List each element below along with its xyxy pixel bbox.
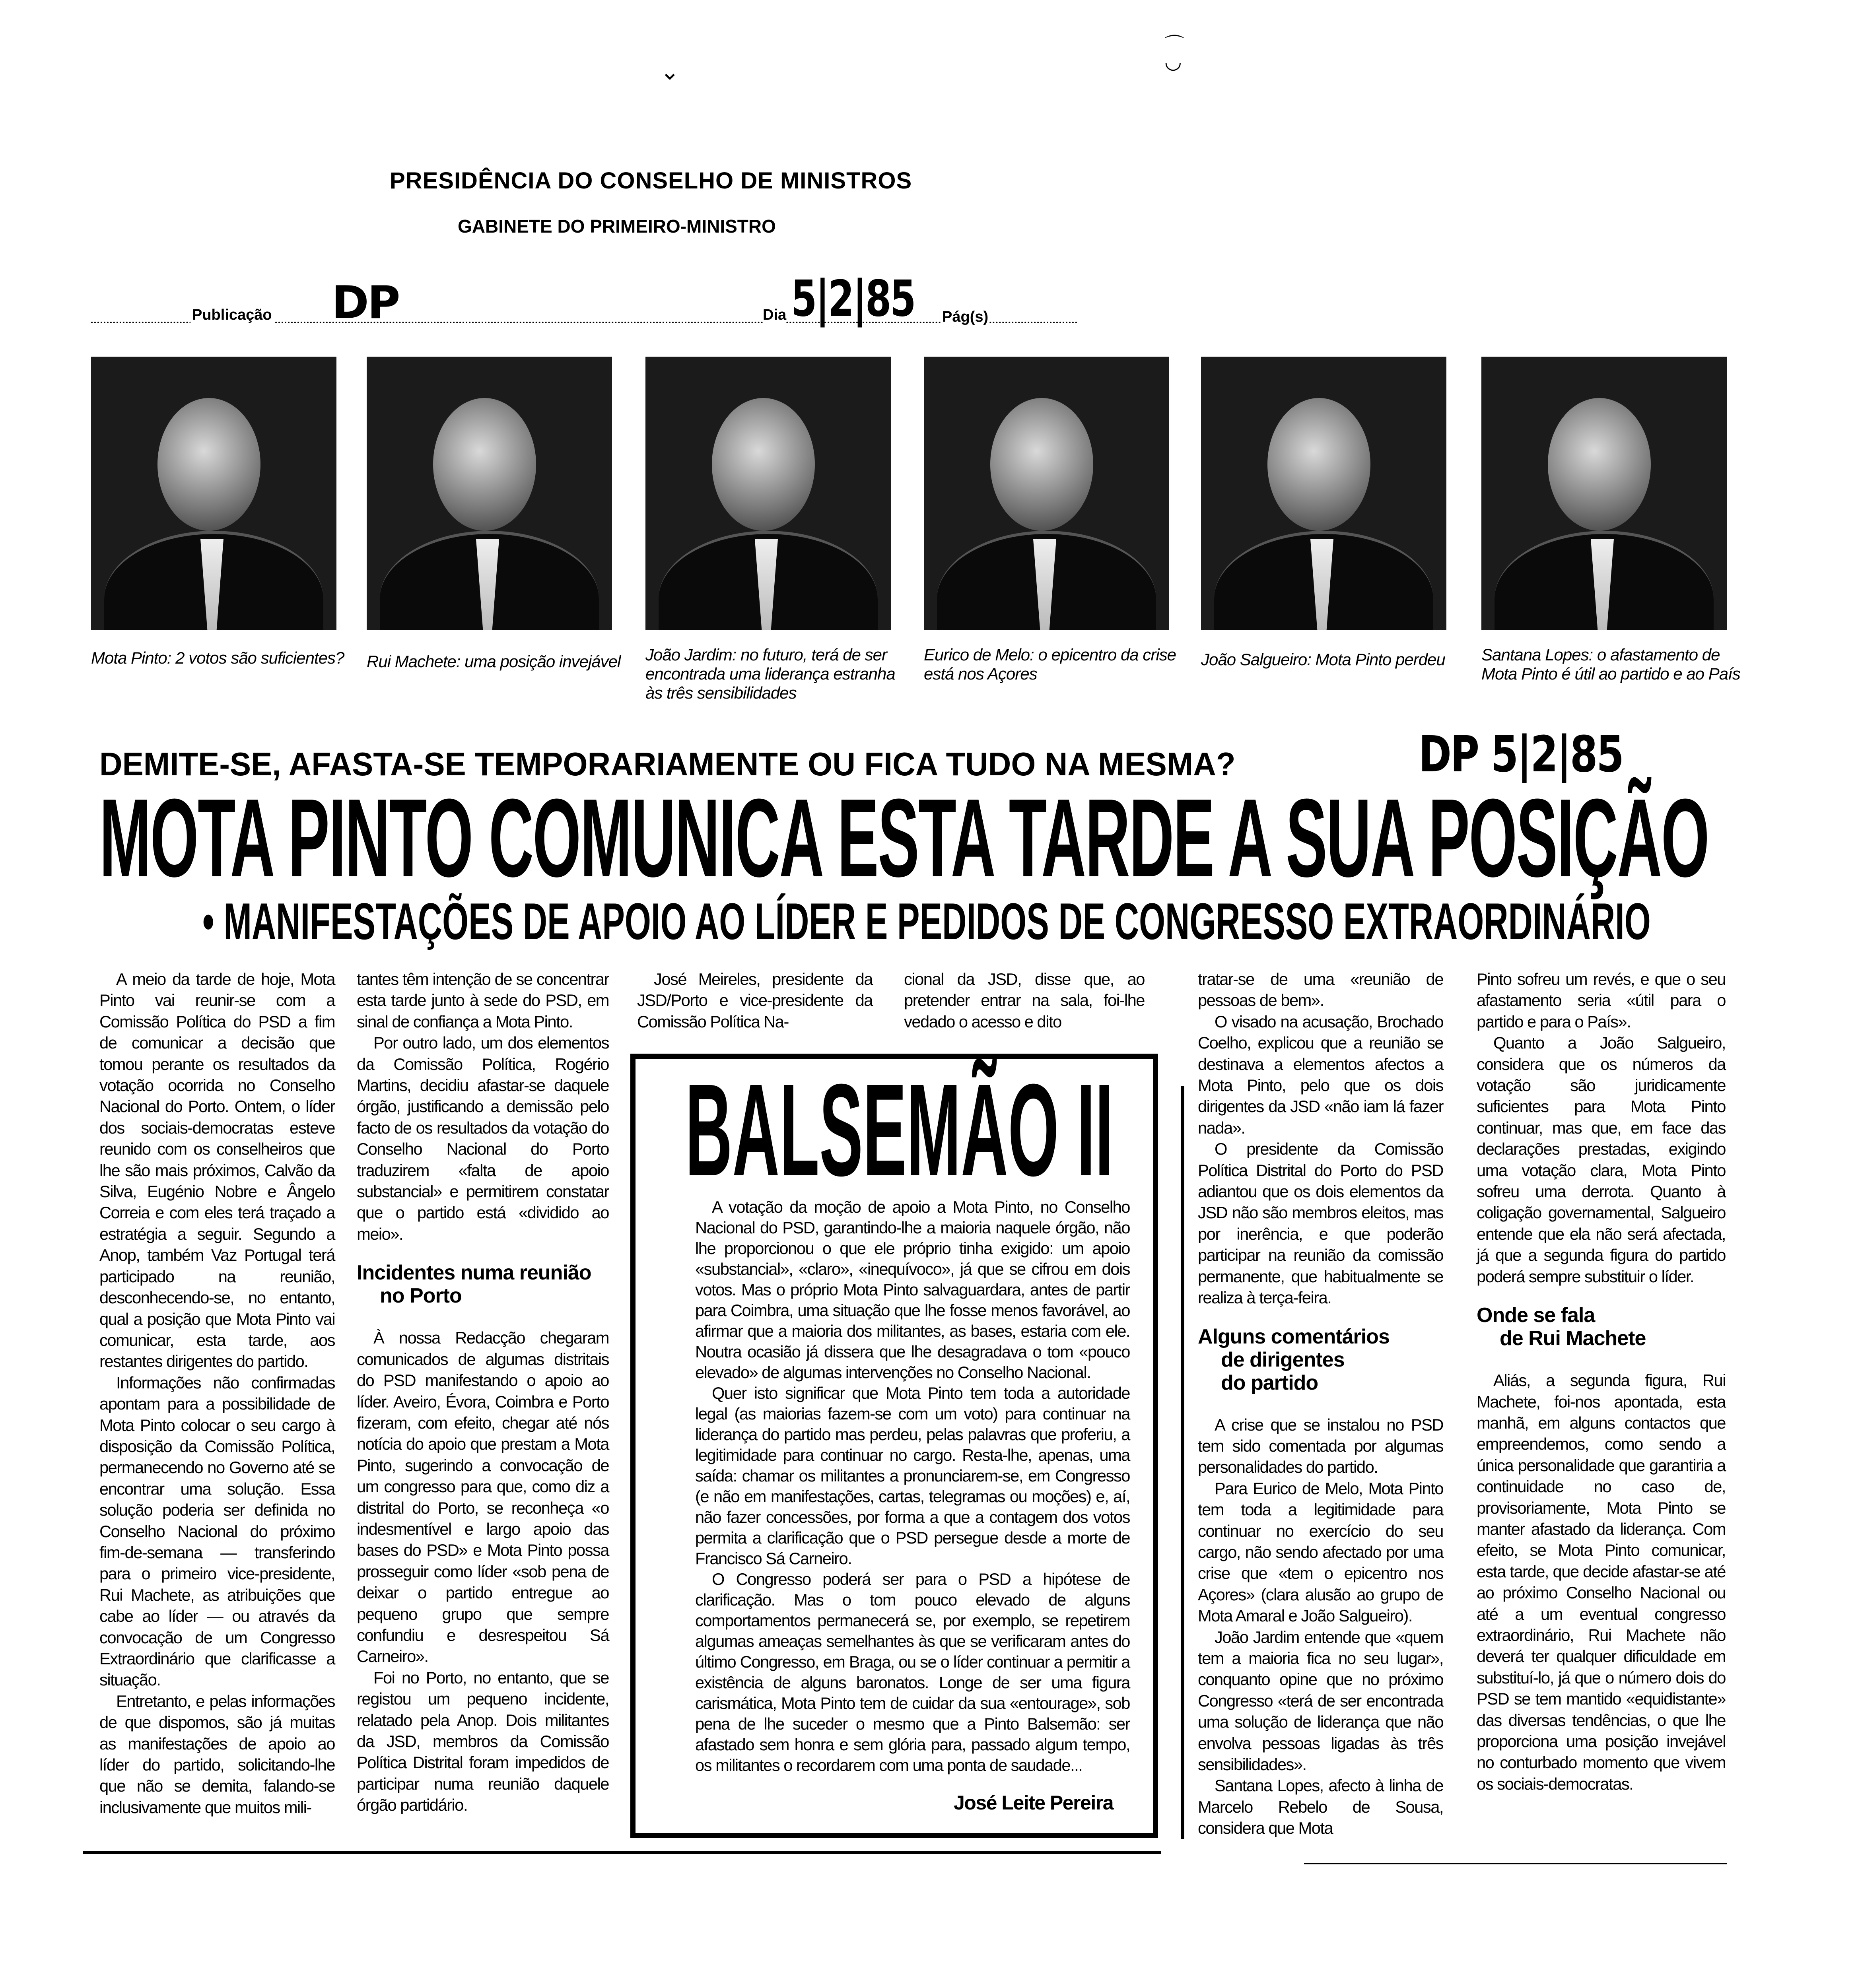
paragraph: A meio da tarde de hoje, Mota Pinto vai reunir-se com a Comissão Política do PSD a fim de comunicar a decisão que tomou perante os resultados da votação ocorrida no Conselho Nacional do Porto. Ontem, o líder dos sociais-democratas esteve reunido com os conselheiros que lhe são mais próximos, Calvão da Silva, Eugénio Nobre e Ângelo Correia e com eles terá traçado a estratégia a seguir. Segundo a Anop, também Vaz Portugal terá participado na reunião, desconhecendo-se, no entanto, qual a posição que Mota Pinto vai comunicar, esta tarde, aos restantes dirigentes do partido. [99,970,335,1371]
photo-caption: João Jardim: no futuro, terá de ser encontrada uma liderança estranha às três sensibilidades [645,645,895,702]
paragraph: O visado na acusação, Brochado Coelho, explicou que a reunião se destinava a elementos afectos a Mota Pinto, pelo que os dois dirigentes da JSD «não iam lá fazer nada». [1198,1012,1443,1137]
paragraph: Por outro lado, um dos elementos da Comissão Política, Rogério Martins, decidiu afastar-se daquele órgão, justificando a demissão pelo facto de os resultados da votação do Conselho Nacional do Porto traduzirem «falta de apoio substancial» e permitirem constatar que o partido está «dividido ao meio». [357,1033,609,1243]
paragraph: A votação da moção de apoio a Mota Pinto, no Conselho Nacional do PSD, garantindo-lhe a maioria naquele órgão, não lhe proporcionou o que ele próprio tinha exigido: um apoio «substancial», «claro», «inequívoco», já que se cifrou em dois votos. Mas o próprio Mota Pinto salvaguardara, antes de partir para Coimbra, uma situação que lhe fosse menos favorável, ao afirmar que a maioria dos militantes, as bases, estaria com ele. Noutra ocasião já dissera que lhe desagradava o tom «pouco elevado» de algumas intervenções no Conselho Nacional. [695,1198,1130,1382]
photo-santana-lopes [1481,357,1727,630]
pages-label: Pág(s) [942,309,989,325]
publication-handwritten: DP [332,276,399,329]
section-heading: Incidentes numa reunião no Porto [357,1261,591,1308]
section-heading: Onde se fala de Rui Machete [1477,1304,1646,1350]
box-title: BALSEMÃO II [685,1056,1114,1203]
paragraph: Foi no Porto, no entanto, que se registou um pequeno incidente, relatado pela Anop. Dois militantes da JSD, membros da Comissão Política Distrital foram impedidos de participar numa reunião daquele órgão partidário. [357,1668,609,1815]
ministry-header: PRESIDÊNCIA DO CONSELHO DE MINISTROS [390,168,912,194]
photo-caption: Santana Lopes: o afastamento de Mota Pinto é útil ao partido e ao País [1481,645,1740,683]
bottom-rule [1304,1863,1727,1864]
kicker: DEMITE-SE, AFASTA-SE TEMPORARIAMENTE OU FICA TUDO NA MESMA? [99,746,1236,782]
photo-caption: João Salgueiro: Mota Pinto perdeu [1201,650,1445,669]
photo-mota-pinto [91,357,336,630]
photo-rui-machete [367,357,612,630]
paragraph: cional da JSD, disse que, ao pretender entrar na sala, foi-lhe vedado o acesso e dito [904,970,1145,1031]
box-body [695,1197,1130,1813]
article-column-6 [1477,969,1726,1794]
day-handwritten: 5|2|85 [791,270,915,328]
article-column-2 [357,969,609,1816]
paragraph: Santana Lopes, afecto à linha de Marcelo Rebelo de Sousa, considera que Mota [1198,1776,1443,1838]
article-column-4 [904,969,1145,1032]
article-column-3 [637,969,873,1032]
paragraph: Pinto sofreu um revés, e que o seu afastamento seria «útil para o partido e para o País». [1477,970,1726,1031]
sidebar-box-balsemao [630,1054,1158,1838]
column-divider [1181,1086,1184,1839]
paragraph: tratar-se de uma «reunião de pessoas de bem». [1198,970,1443,1010]
paragraph: Quer isto significar que Mota Pinto tem toda a autoridade legal (as maiorias fazem-se com um voto) para continuar na liderança do partido mas perdeu, pelas palavras que proferiu, a legitimidade para continuar no cargo. Resta-lhe, apenas, uma saída: chamar os militantes a pronunciarem-se, em Congresso (e não em manifestações, cartas, telegramas ou moções) e, aí, não fazer concessões, por forma a que a contagem dos votos permita a clarificação que o PSD persegue desde a morte de Francisco Sá Carneiro. [695,1384,1130,1568]
photo-caption: Rui Machete: uma posição invejável [367,652,621,671]
paragraph: José Meireles, presidente da JSD/Porto e vice-presidente da Comissão Política Na- [637,970,873,1031]
paragraph: tantes têm intenção de se concentrar esta tarde junto à sede do PSD, em sinal de confiança a Mota Pinto. [357,970,609,1031]
paragraph: O presidente da Comissão Política Distrital do Porto do PSD adiantou que os dois elementos da JSD não são membros eleitos, mas por inerência, e que poderão participar na reunião da comissão permanente, que habitualmente se realiza à terça-feira. [1198,1140,1443,1307]
handwritten-annotation: DP 5|2|85 [1419,726,1623,783]
paragraph: À nossa Redacção chegaram comunicados de algumas distritais do PSD manifestando o apoio ao líder. Aveiro, Évora, Coimbra e Porto fizeram, com efeito, chegar até nós notícia do apoio que prestam a Mota Pinto, sugerindo a convocação de um congresso para que, como diz a distrital do Porto, se reconheça «o indesmentível e largo apoio das bases do PSD» e Mota Pinto possa prosseguir como líder «sob pena de deixar o partido entregue ao pequeno grupo que sempre confundiu e desrespeitou Sá Carneiro». [357,1328,609,1666]
punch-mark: ⌄ [660,59,680,85]
photo-joao-jardim [645,357,891,630]
paragraph: Entretanto, e pelas informações de que dispomos, são já muitas as manifestações de apoio ao líder do partido, solicitando-lhe que não se demita, falando-se inclusivamente que muitos mili- [99,1691,335,1817]
paragraph: Informações não confirmadas apontam para a possibilidade de Mota Pinto colocar o seu cargo à disposição da Comissão Política, permanecendo no Governo até se encontrar uma solução. Essa solução poderia ser definida no Conselho Nacional do próximo fim-de-semana — transferindo para o primeiro vice-presidente, Rui Machete, as atribuições que cabe ao líder — ou através da convocação de um Congresso Extraordinário que clarificasse a situação. [99,1373,335,1689]
article-column-1 [99,969,335,1818]
photo-eurico-de-melo [924,357,1169,630]
subheadline: • MANIFESTAÇÕES DE APOIO AO LÍDER E PEDIDOS DE CONGRESSO EXTRAORDINÁRIO [202,892,1651,950]
paragraph: A crise que se instalou no PSD tem sido comentada por algumas personalidades do partido. [1198,1415,1443,1477]
paragraph: João Jardim entende que «quem tem a maioria fica no seu lugar», conquanto opine que no próximo Congresso «terá de ser encontrada uma solução de liderança que não envolva pessoas ligadas às três sensibilidades». [1198,1627,1443,1774]
publication-label: Publicação [190,307,274,324]
paragraph: Quanto a João Salgueiro, considera que os números da votação são juridicamente suficientes para Mota Pinto continuar, mas que, em face das declarações prestadas, exigindo uma votação clara, Mota Pinto sofreu uma derrota. Quanto à coligação governamental, Salgueiro entende que ela não será afectada, já que a segunda figura do partido poderá sempre substituir o líder. [1477,1033,1726,1286]
paragraph: Para Eurico de Melo, Mota Pinto tem toda a legitimidade para continuar no exercício do seu cargo, não sendo afectado por uma crise que «tem o epicentro nos Açores» (clara alusão ao grupo de Mota Amaral e João Salgueiro). [1198,1479,1443,1625]
bottom-rule [83,1851,1161,1854]
article-column-5 [1198,969,1443,1839]
section-heading: Alguns comentários de dirigentes do partido [1198,1325,1390,1394]
byline: José Leite Pereira [953,1792,1113,1814]
headline: MOTA PINTO COMUNICA ESTA TARDE A SUA POSIÇÃO [99,776,1709,900]
photo-joao-salgueiro [1201,357,1446,630]
office-header: GABINETE DO PRIMEIRO-MINISTRO [458,216,776,237]
paragraph: Aliás, a segunda figura, Rui Machete, foi-nos apontada, esta manhã, em alguns contactos que empreendemos, como sendo a única personalidade que garantiria a continuidade no caso de, provisoriamente, Mota Pinto se manter afastado da liderança. Com efeito, se Mota Pinto comunicar, esta tarde, que decide afastar-se até ao próximo Conselho Nacional ou até a um eventual congresso extraordinário, Rui Machete não deverá ter qualquer dificuldade em substituí-lo, já que o número dois do PSD se tem mantido «equidistante» das diversas tendências, o que lhe proporciona uma posição invejável no conturbado momento que vivem os sociais-democratas. [1477,1371,1726,1793]
punch-mark: ⌒ ◡ [1164,34,1184,73]
paragraph: O Congresso poderá ser para o PSD a hipótese de clarificação. Mas o tom pouco elevado de alguns comportamentos permanecerá se, por exemplo, se repetirem algumas ameaças semelhantes às que se verificaram antes do último Congresso, em Braga, ou se o líder continuar a permitir a existência de alguns baronatos. Longe de ser uma figura carismática, Mota Pinto tem de cuidar da sua «entourage», sob pena de lhe suceder o mesmo que a Pinto Balsemão: ser afastado sem honra e sem glória para, passado algum tempo, os militantes o recordarem com uma ponta de saudade... [695,1570,1130,1774]
photo-caption: Eurico de Melo: o epicentro da crise está nos Açores [924,645,1176,683]
day-label: Dia [763,307,787,323]
clipping-form-row [91,270,1086,335]
photo-caption: Mota Pinto: 2 votos são suficientes? [91,648,344,667]
